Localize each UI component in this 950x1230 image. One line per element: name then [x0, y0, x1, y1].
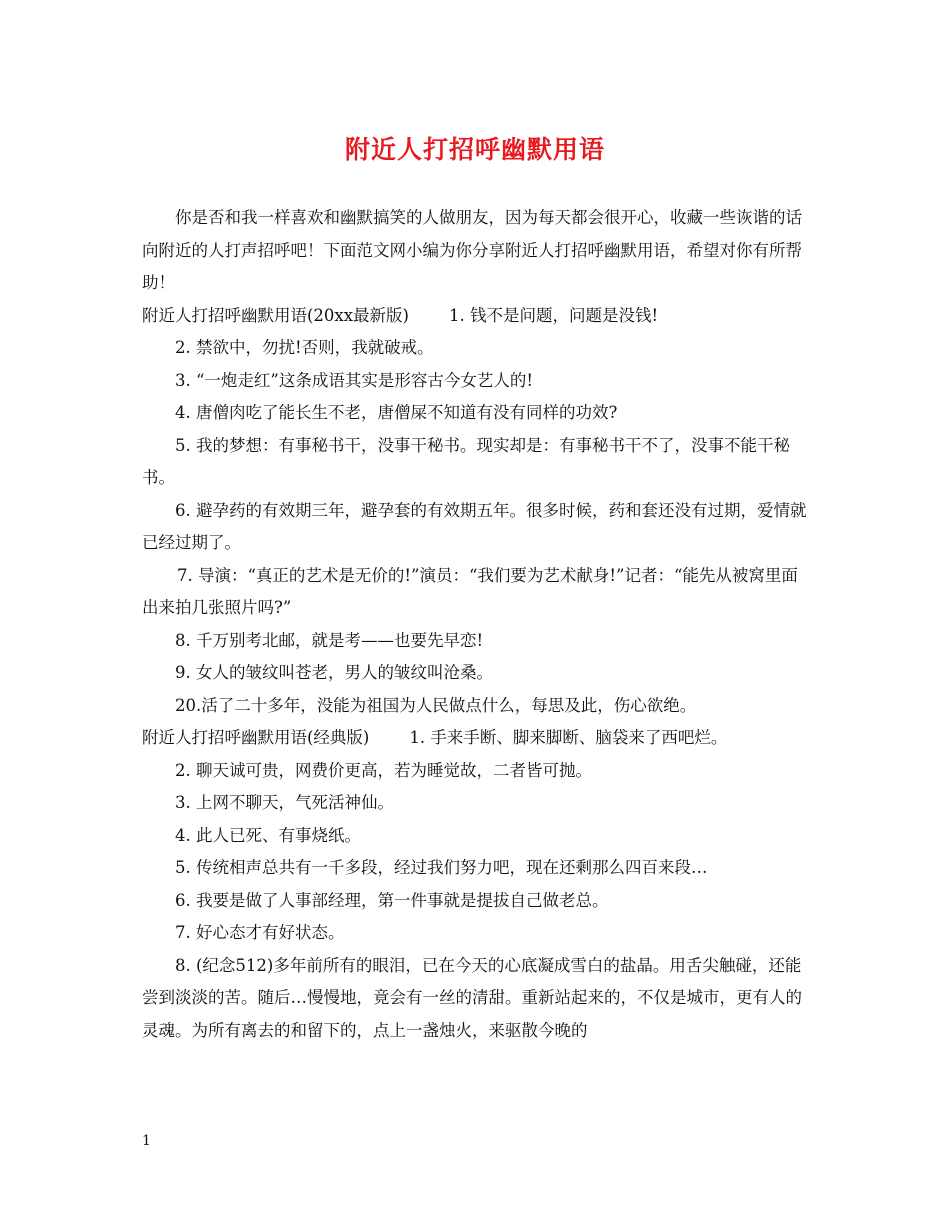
- section-2-line: [142, 722, 812, 755]
- section-2-item-1: 1. 手来手断、脚来脚断、脑袋来了西吧烂。: [409, 728, 728, 747]
- section-1-item: 7. 导演：“真正的艺术是无价的!”演员：“我们要为艺术献身!”记者：“能先从被窝里面出来拍几张照片吗?”: [142, 565, 798, 617]
- document-body: [142, 202, 812, 1047]
- section-2-heading: 附近人打招呼幽默用语(经典版): [142, 728, 370, 747]
- section-1-item: 3. “一炮走红”这条成语其实是形容古今女艺人的!: [175, 370, 533, 390]
- section-2-item: 5. 传统相声总共有一千多段，经过我们努力吧，现在还剩那么四百来段…: [175, 858, 708, 877]
- section-1-heading: 附近人打招呼幽默用语(20xx最新版): [142, 305, 409, 325]
- section-2-item: 3. 上网不聊天，气死活神仙。: [175, 793, 394, 812]
- section-2-item: 8. (纪念512)多年前所有的眼泪，已在今天的心底凝成雪白的盐晶。用舌尖触碰，还能尝到淡淡的苦。随后…慢慢地，竟会有一丝的清甜。重新站起来的，不仅是城市，更有人的灵魂。为所有离去的和留下的，点上一盏烛火，来驱散今晚的: [142, 955, 802, 1040]
- section-1-item-1: 1. 钱不是问题，问题是没钱!: [448, 305, 659, 325]
- document-title: 附近人打招呼幽默用语: [344, 135, 605, 164]
- section-1-item: 2. 禁欲中，勿扰!否则，我就破戒。: [175, 338, 434, 357]
- intro-paragraph: 你是否和我一样喜欢和幽默搞笑的人做朋友，因为每天都会很开心，收藏一些诙谐的话向附近的人打声招呼吧！下面范文网小编为你分享附近人打招呼幽默用语，希望对你有所帮助！: [142, 208, 802, 292]
- section-2-item: 6. 我要是做了人事部经理，第一件事就是提拔自己做老总。: [175, 890, 609, 910]
- section-1-item: 8. 千万别考北邮，就是考——也要先早恋!: [175, 630, 484, 650]
- section-2-item: 4. 此人已死、有事烧纸。: [175, 825, 361, 845]
- section-2-item: 7. 好心态才有好状态。: [175, 923, 345, 942]
- section-1-item: 4. 唐僧肉吃了能长生不老，唐僧屎不知道有没有同样的功效?: [175, 403, 618, 422]
- page-number: 1: [142, 1133, 151, 1149]
- section-1-item: 6. 避孕药的有效期三年，避孕套的有效期五年。很多时候，药和套还没有过期，爱情就已经过期了。: [142, 500, 807, 552]
- section-1-item: 9. 女人的皱纹叫苍老，男人的皱纹叫沧桑。: [175, 663, 493, 682]
- section-1-item: 20.活了二十多年，没能为祖国为人民做点什么，每思及此，伤心欲绝。: [175, 695, 697, 715]
- section-1-item: 5. 我的梦想：有事秘书干，没事干秘书。现实却是：有事秘书干不了，没事不能干秘书。: [142, 435, 790, 487]
- section-2-item: 2. 聊天诚可贵，网费价更高，若为睡觉故，二者皆可抛。: [175, 760, 592, 780]
- section-1-line: [142, 300, 812, 333]
